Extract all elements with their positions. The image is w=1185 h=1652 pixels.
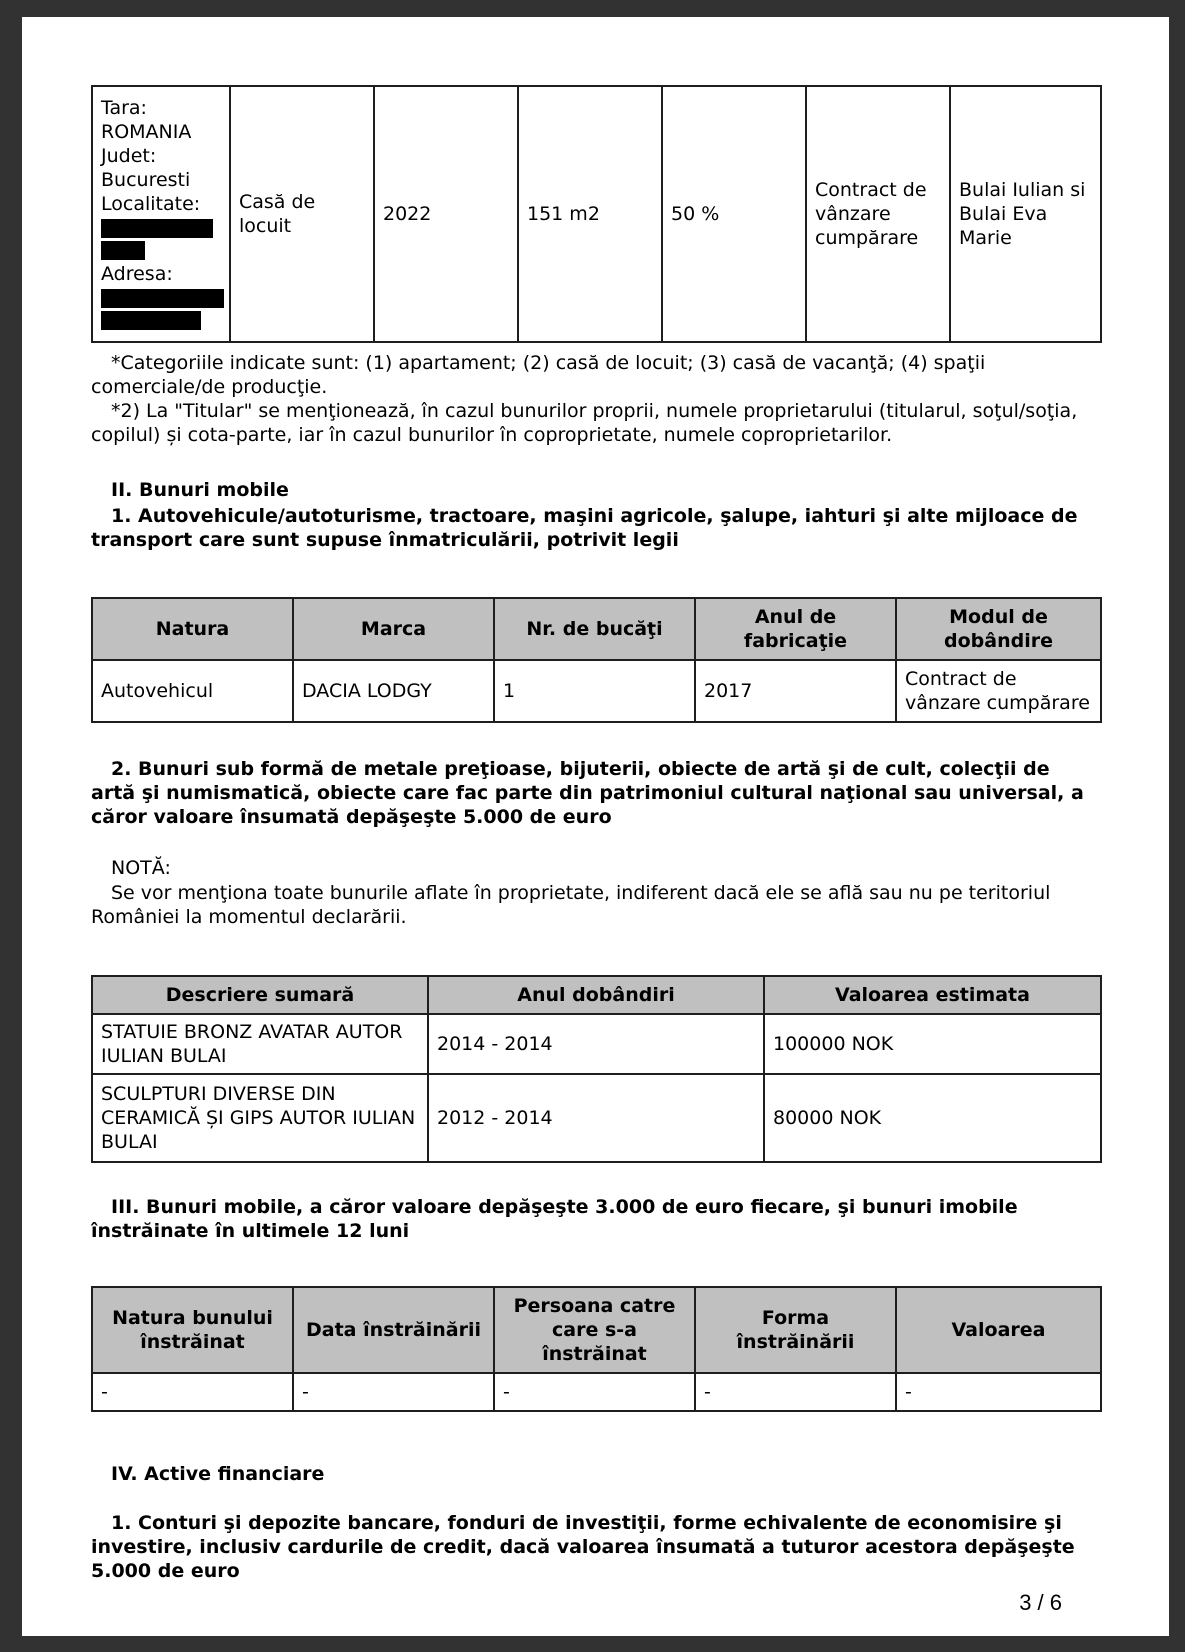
- table-cell: -: [92, 1373, 293, 1411]
- column-header: Anul de fabricaţie: [695, 598, 896, 660]
- redacted-block: [101, 311, 201, 330]
- table-row: [92, 1074, 1101, 1162]
- table-cell: STATUIE BRONZ AVATAR AUTOR IULIAN BULAI: [92, 1014, 428, 1074]
- suprafata-cell: 151 m2: [518, 86, 662, 342]
- column-header: Persoana catre care s-a înstrăinat: [494, 1287, 695, 1373]
- table-header-row: [92, 598, 1101, 660]
- cota-parte-cell: 50 %: [662, 86, 806, 342]
- table-cell: 2012 - 2014: [428, 1074, 764, 1162]
- categorie-cell: Casă de locuit: [230, 86, 374, 342]
- table-header-row: [92, 1287, 1101, 1373]
- table-cell: SCULPTURI DIVERSE DIN CERAMICĂ ȘI GIPS AUTOR IULIAN BULAI: [92, 1074, 428, 1162]
- column-header: Forma înstrăinării: [695, 1287, 896, 1373]
- judet-value: Bucuresti: [101, 169, 191, 191]
- nota-text: Se vor menţiona toate bunurile aflate în proprietate, indiferent dacă ele se află sau nu pe teritoriul României la momentul declarării.: [91, 882, 1051, 928]
- redacted-block: [101, 241, 145, 260]
- column-header: Descriere sumară: [92, 976, 428, 1014]
- table-cell: 80000 NOK: [764, 1074, 1101, 1162]
- table-row: [92, 1014, 1101, 1074]
- column-header: Modul de dobândire: [896, 598, 1101, 660]
- table-cell: 2014 - 2014: [428, 1014, 764, 1074]
- document-page: [22, 17, 1169, 1636]
- table-cell: 1: [494, 660, 695, 722]
- tara-label: Tara:: [101, 97, 147, 119]
- table-cell: 2017: [695, 660, 896, 722]
- table-cell: Contract de vânzare cumpărare: [896, 660, 1101, 722]
- art-table: [91, 975, 1102, 1163]
- table-cell: 100000 NOK: [764, 1014, 1101, 1074]
- column-header: Nr. de bucăţi: [494, 598, 695, 660]
- titular-cell: Bulai Iulian si Bulai Eva Marie: [950, 86, 1101, 342]
- table-cell: Autovehicul: [92, 660, 293, 722]
- modul-dobandire-cell: Contract de vânzare cumpărare: [806, 86, 950, 342]
- table-cell: DACIA LODGY: [293, 660, 494, 722]
- adresa-label: Adresa:: [101, 263, 173, 285]
- subsection-heading: 1. Conturi şi depozite bancare, fonduri de investiţii, forme echivalente de economisire şi investire, inclusiv cardurile de credit, dacă valoarea însumată a tuturor acestora depăşeşte 5.000 de euro: [91, 1512, 1075, 1582]
- table-cell: -: [695, 1373, 896, 1411]
- footnote-titular: *2) La "Titular" se menţionează, în cazul bunurilor proprii, numele proprietarului (titularul, soţul/soţia, copilul) și cota-parte, iar în cazul bunurilor în coproprietate, numele coproprietarilor.: [91, 400, 1078, 446]
- redacted-block: [101, 289, 224, 308]
- section-heading: III. Bunuri mobile, a căror valoare depăşeşte 3.000 de euro fiecare, şi bunuri imobile înstrăinate în ultimele 12 luni: [91, 1196, 1018, 1242]
- vehicles-table: [91, 597, 1102, 723]
- nota-label: NOTĂ:: [111, 857, 171, 879]
- column-header: Anul dobândiri: [428, 976, 764, 1014]
- footnote-categories: *Categoriile indicate sunt: (1) apartament; (2) casă de locuit; (3) casă de vacanţă; (4) spaţii comerciale/de producţie.: [91, 352, 986, 398]
- section-heading: II. Bunuri mobile: [111, 479, 289, 501]
- table-header-row: [92, 976, 1101, 1014]
- table-cell: -: [896, 1373, 1101, 1411]
- column-header: Natura bunului înstrăinat: [92, 1287, 293, 1373]
- column-header: Valoarea estimata: [764, 976, 1101, 1014]
- property-table: [91, 85, 1102, 343]
- page-number: 3 / 6: [1019, 1590, 1062, 1615]
- redacted-block: [101, 219, 213, 238]
- table-row: [92, 1373, 1101, 1411]
- table-cell: -: [293, 1373, 494, 1411]
- localitate-label: Localitate:: [101, 193, 201, 215]
- judet-label: Judet:: [101, 145, 157, 167]
- subsection-heading: 2. Bunuri sub formă de metale preţioase, bijuterii, obiecte de artă şi de cult, colecţii de artă şi numismatică, obiecte care fac parte din patrimoniul cultural naţional sau universal, a căror valoare însumată depăşeşte 5.000 de euro: [91, 758, 1084, 828]
- tara-value: ROMANIA: [101, 121, 192, 143]
- alienated-assets-table: [91, 1286, 1102, 1412]
- table-row: [92, 660, 1101, 722]
- subsection-heading: 1. Autovehicule/autoturisme, tractoare, maşini agricole, şalupe, iahturi şi alte mijloace de transport care sunt supuse înmatriculării, potrivit legii: [91, 505, 1078, 551]
- anul-cell: 2022: [374, 86, 518, 342]
- column-header: Natura: [92, 598, 293, 660]
- table-cell: -: [494, 1373, 695, 1411]
- address-cell: [92, 86, 230, 342]
- column-header: Data înstrăinării: [293, 1287, 494, 1373]
- section-heading: IV. Active financiare: [111, 1463, 325, 1485]
- column-header: Marca: [293, 598, 494, 660]
- column-header: Valoarea: [896, 1287, 1101, 1373]
- table-row: [92, 86, 1101, 342]
